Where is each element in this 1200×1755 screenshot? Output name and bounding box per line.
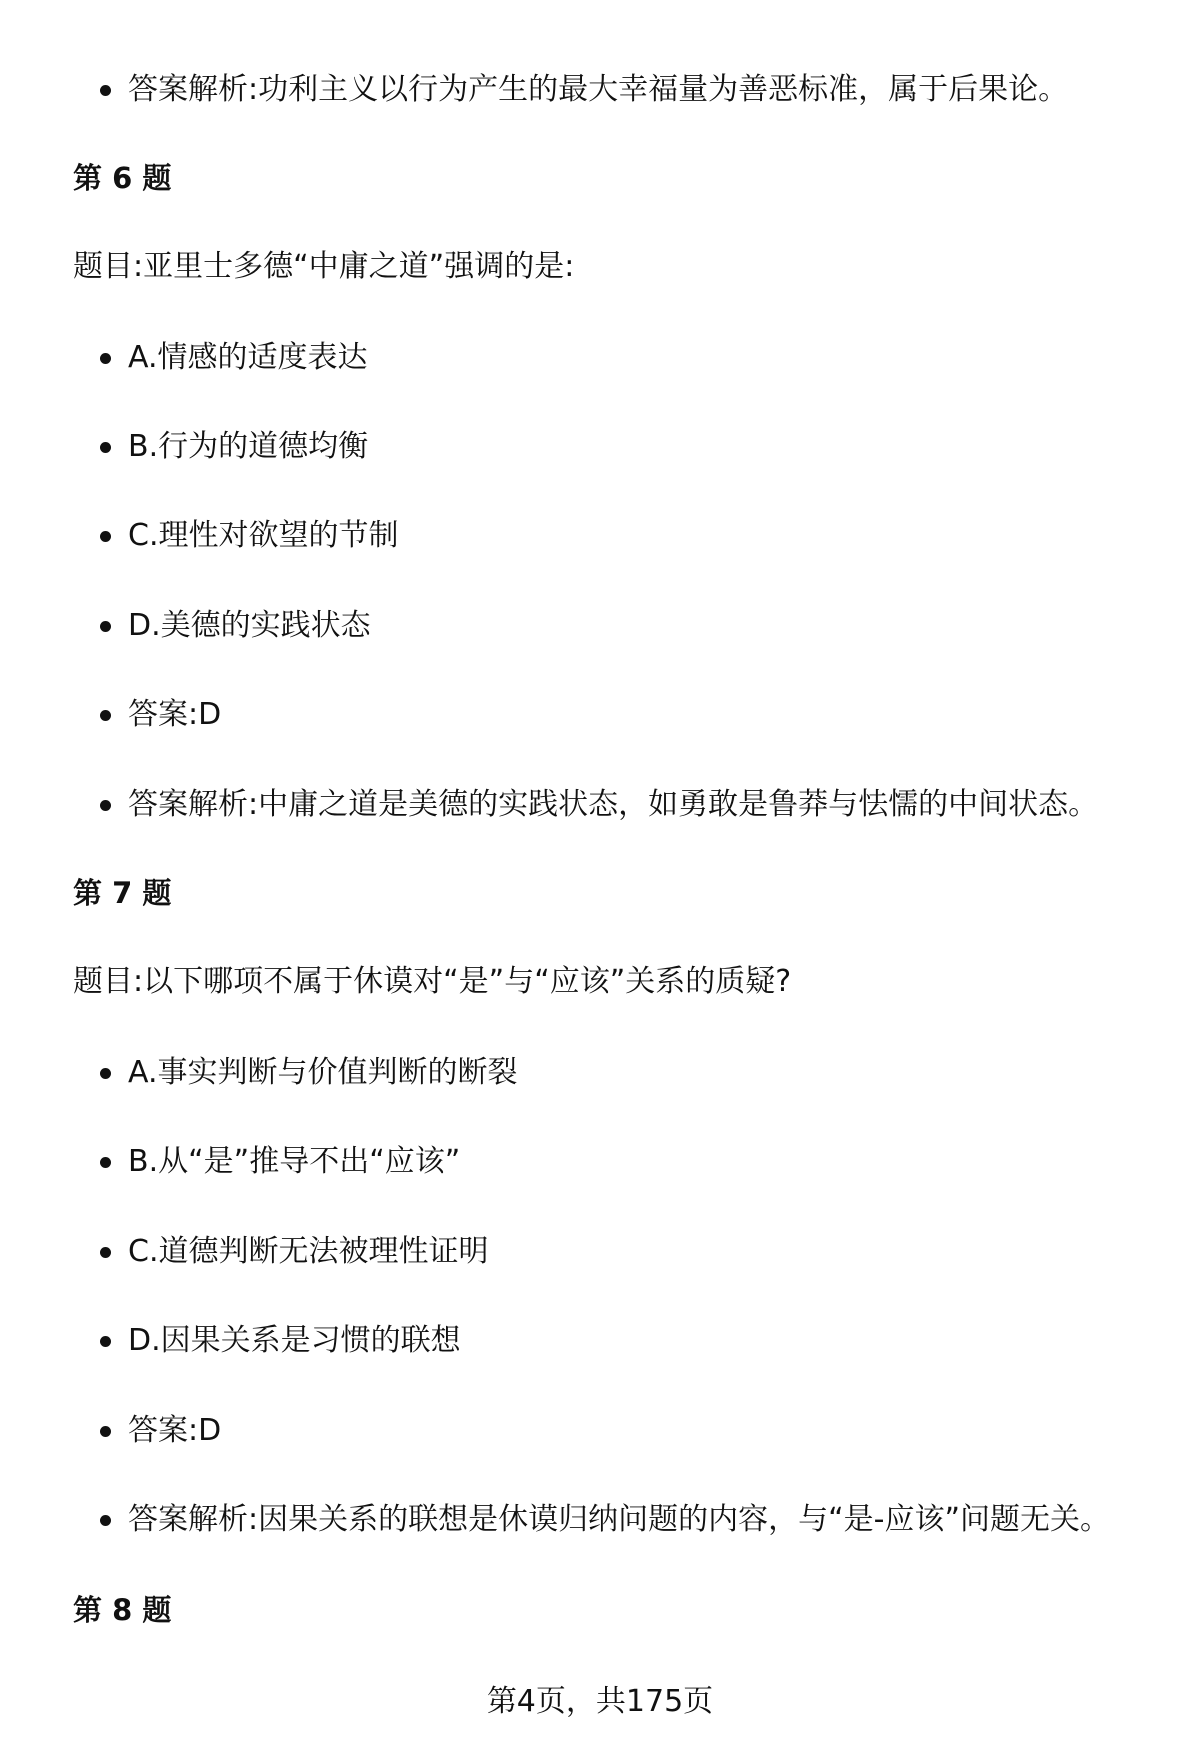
option-b: B.行为的道德均衡 xyxy=(128,429,369,464)
bullet-icon xyxy=(100,1068,111,1079)
question-prompt: 题目:亚里士多德“中庸之道”强调的是: xyxy=(73,249,575,284)
bullet-icon xyxy=(100,1157,111,1168)
bullet-icon xyxy=(100,85,111,96)
page-number: 第4页，共175页 xyxy=(486,1684,714,1719)
bullet-icon xyxy=(100,442,111,453)
bullet-icon xyxy=(100,621,111,632)
option-b: B.从“是”推导不出“应该” xyxy=(128,1144,461,1179)
bullet-icon xyxy=(100,1247,111,1258)
option-a: A.情感的适度表达 xyxy=(128,340,368,375)
bullet-icon xyxy=(100,1336,111,1347)
question-heading: 第 6 题 xyxy=(73,161,172,195)
question-prompt: 题目:以下哪项不属于休谟对“是”与“应该”关系的质疑? xyxy=(73,964,792,999)
option-c: C.道德判断无法被理性证明 xyxy=(128,1234,489,1269)
bullet-icon xyxy=(100,800,111,811)
bullet-icon xyxy=(100,1426,111,1437)
option-c: C.理性对欲望的节制 xyxy=(128,518,399,553)
answer-explanation: 答案解析:功利主义以行为产生的最大幸福量为善恶标准，属于后果论。 xyxy=(128,72,1069,107)
bullet-icon xyxy=(100,1515,111,1526)
bullet-icon xyxy=(100,353,111,364)
answer: 答案:D xyxy=(128,697,222,732)
bullet-icon xyxy=(100,531,111,542)
question-heading: 第 7 题 xyxy=(73,876,172,910)
question-heading: 第 8 题 xyxy=(73,1593,172,1627)
answer-explanation: 答案解析:因果关系的联想是休谟归纳问题的内容，与“是-应该”问题无关。 xyxy=(128,1502,1111,1537)
bullet-icon xyxy=(100,710,111,721)
answer-explanation: 答案解析:中庸之道是美德的实践状态，如勇敢是鲁莽与怯懦的中间状态。 xyxy=(128,787,1099,822)
option-d: D.因果关系是习惯的联想 xyxy=(128,1323,461,1358)
answer: 答案:D xyxy=(128,1413,222,1448)
option-a: A.事实判断与价值判断的断裂 xyxy=(128,1055,518,1090)
option-d: D.美德的实践状态 xyxy=(128,608,371,643)
